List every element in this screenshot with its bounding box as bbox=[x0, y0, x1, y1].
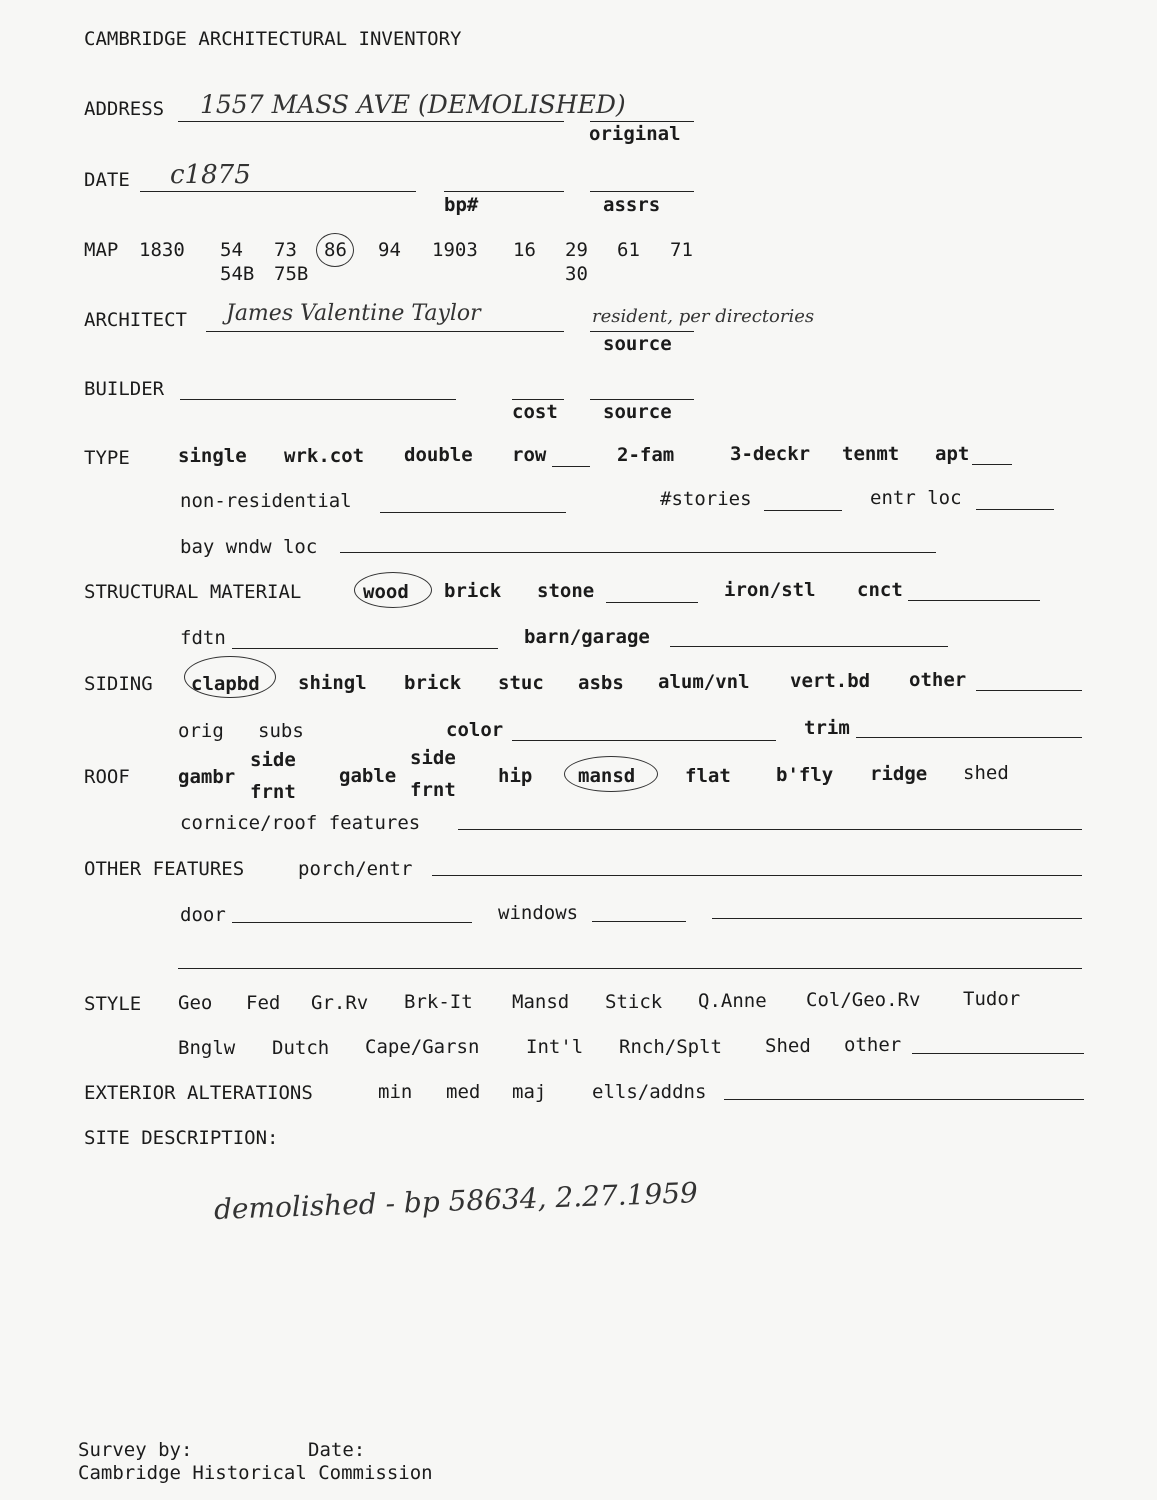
ells-line bbox=[724, 1099, 1084, 1100]
address-original-label: original bbox=[589, 123, 681, 145]
porch-line bbox=[432, 875, 1082, 876]
assrs-line bbox=[590, 191, 694, 192]
structural-ironstl: iron/stl bbox=[724, 579, 816, 601]
style-option: Brk-It bbox=[404, 991, 473, 1013]
entr-loc-label: entr loc bbox=[870, 487, 962, 509]
bp-label: bp# bbox=[444, 194, 479, 216]
other-features-label: OTHER FEATURES bbox=[84, 858, 245, 880]
type-2fam: 2-fam bbox=[617, 444, 675, 466]
type-tenmt: tenmt bbox=[842, 443, 900, 465]
siding-label: SIDING bbox=[84, 673, 153, 695]
architect-value: James Valentine Taylor bbox=[226, 301, 481, 326]
stories-label: #stories bbox=[660, 488, 752, 510]
exterior-label: EXTERIOR ALTERATIONS bbox=[84, 1082, 313, 1104]
barn-garage-label: barn/garage bbox=[524, 626, 650, 648]
non-residential-label: non-residential bbox=[180, 490, 352, 512]
architect-label: ARCHITECT bbox=[84, 309, 187, 331]
structural-stone: stone bbox=[537, 580, 595, 602]
windows-extra-line bbox=[712, 918, 1082, 919]
map-year: 16 bbox=[513, 239, 536, 261]
roof-label: ROOF bbox=[84, 766, 130, 788]
cost-label: cost bbox=[512, 401, 558, 423]
roof-shed: shed bbox=[963, 762, 1009, 784]
structural-brick: brick bbox=[444, 580, 502, 602]
map-year: 54B bbox=[220, 263, 255, 285]
map-year: 54 bbox=[220, 239, 243, 261]
clapbd-circle bbox=[184, 656, 276, 698]
style-other-line bbox=[912, 1053, 1084, 1054]
style-option: Dutch bbox=[272, 1037, 330, 1059]
siding-alum: alum/vnl bbox=[658, 671, 750, 693]
style-option: Geo bbox=[178, 992, 213, 1014]
builder-source-line bbox=[590, 399, 694, 400]
color-line bbox=[512, 740, 776, 741]
structural-cnct: cnct bbox=[857, 579, 903, 601]
commission-name: Cambridge Historical Commission bbox=[78, 1462, 433, 1484]
style-option: other bbox=[844, 1034, 902, 1056]
style-option: Rnch/Splt bbox=[619, 1036, 722, 1058]
stone-line bbox=[606, 602, 698, 603]
map-year: 73 bbox=[274, 239, 297, 261]
siding-orig: orig bbox=[178, 720, 224, 742]
windows-label: windows bbox=[498, 902, 579, 924]
architect-source-value: resident, per directories bbox=[592, 306, 815, 327]
siding-stuc: stuc bbox=[498, 672, 544, 694]
siding-shingl: shingl bbox=[298, 672, 367, 694]
roof-hip: hip bbox=[498, 765, 533, 787]
date-line bbox=[140, 191, 416, 192]
form-title: CAMBRIDGE ARCHITECTURAL INVENTORY bbox=[84, 28, 462, 50]
roof-gambr-side: side bbox=[250, 749, 296, 771]
siding-other: other bbox=[909, 669, 967, 691]
siding-clapbd: clapbd bbox=[191, 673, 260, 695]
style-option: Col/Geo.Rv bbox=[806, 989, 921, 1011]
map-year: 29 bbox=[565, 239, 588, 261]
address-label: ADDRESS bbox=[84, 98, 165, 120]
map-year-circle bbox=[316, 233, 354, 267]
cornice-line bbox=[458, 829, 1082, 830]
exterior-maj: maj bbox=[512, 1081, 547, 1103]
siding-brick: brick bbox=[404, 672, 462, 694]
type-wrkcot: wrk.cot bbox=[284, 445, 365, 467]
bay-wndw-label: bay wndw loc bbox=[180, 536, 318, 558]
architect-source-line bbox=[590, 331, 694, 332]
exterior-min: min bbox=[378, 1081, 413, 1103]
siding-color: color bbox=[446, 719, 504, 741]
style-option: Cape/Garsn bbox=[365, 1036, 480, 1058]
apt-line bbox=[972, 464, 1012, 465]
trim-line bbox=[856, 737, 1082, 738]
map-year: 94 bbox=[378, 239, 401, 261]
map-year: 61 bbox=[617, 239, 640, 261]
exterior-med: med bbox=[446, 1081, 481, 1103]
map-year: 1830 bbox=[139, 239, 185, 261]
mansd-circle bbox=[564, 756, 658, 792]
row-line bbox=[552, 466, 590, 467]
map-label: MAP bbox=[84, 239, 119, 261]
stories-line bbox=[764, 510, 842, 511]
roof-ridge: ridge bbox=[870, 763, 928, 785]
style-option: Tudor bbox=[963, 988, 1021, 1010]
map-year-selected: 86 bbox=[324, 239, 347, 261]
non-residential-line bbox=[380, 512, 566, 513]
roof-gable-frnt: frnt bbox=[410, 779, 456, 801]
siding-other-line bbox=[976, 690, 1082, 691]
style-option: Shed bbox=[765, 1035, 811, 1057]
structural-label: STRUCTURAL MATERIAL bbox=[84, 581, 302, 603]
roof-mansd: mansd bbox=[578, 765, 636, 787]
type-single: single bbox=[178, 445, 247, 467]
style-option: Mansd bbox=[512, 991, 570, 1013]
address-line bbox=[178, 121, 564, 122]
style-option: Int'l bbox=[526, 1036, 584, 1058]
type-label: TYPE bbox=[84, 447, 130, 469]
date-label: DATE bbox=[84, 169, 130, 191]
builder-label: BUILDER bbox=[84, 378, 165, 400]
entr-loc-line bbox=[976, 509, 1054, 510]
fdtn-line bbox=[232, 648, 498, 649]
type-apt: apt bbox=[935, 443, 970, 465]
map-year: 30 bbox=[565, 263, 588, 285]
bp-line bbox=[444, 191, 564, 192]
features-extra-line bbox=[178, 968, 1082, 969]
door-line bbox=[232, 922, 472, 923]
assrs-label: assrs bbox=[603, 194, 661, 216]
address-value: 1557 MASS AVE (DEMOLISHED) bbox=[200, 90, 626, 119]
builder-source-label: source bbox=[603, 401, 672, 423]
survey-by-label: Survey by: bbox=[78, 1439, 193, 1461]
architect-line bbox=[206, 331, 564, 332]
type-row: row bbox=[512, 444, 547, 466]
site-label: SITE DESCRIPTION: bbox=[84, 1127, 279, 1149]
roof-gambr-frnt: frnt bbox=[250, 781, 296, 803]
fdtn-label: fdtn bbox=[180, 627, 226, 649]
siding-subs: subs bbox=[258, 720, 304, 742]
cornice-label: cornice/roof features bbox=[180, 812, 421, 834]
style-option: Fed bbox=[246, 992, 281, 1014]
cnct-line bbox=[908, 600, 1040, 601]
roof-gable: gable bbox=[339, 765, 397, 787]
style-option: Bnglw bbox=[178, 1037, 236, 1059]
roof-gable-side: side bbox=[410, 747, 456, 769]
siding-vertbd: vert.bd bbox=[790, 670, 871, 692]
site-note: demolished - bp 58634, 2.27.1959 bbox=[213, 1176, 699, 1226]
bay-wndw-line bbox=[340, 552, 936, 553]
siding-trim: trim bbox=[804, 717, 850, 739]
roof-flat: flat bbox=[685, 765, 731, 787]
address-original-line bbox=[590, 121, 694, 122]
porch-label: porch/entr bbox=[298, 858, 413, 880]
siding-asbs: asbs bbox=[578, 672, 624, 694]
date-value: c1875 bbox=[170, 160, 251, 190]
structural-wood: wood bbox=[363, 581, 409, 603]
map-year: 75B bbox=[274, 263, 309, 285]
windows-line bbox=[592, 921, 686, 922]
type-double: double bbox=[404, 444, 473, 466]
roof-bfly: b'fly bbox=[776, 764, 834, 786]
roof-gambr: gambr bbox=[178, 766, 236, 788]
barn-garage-line bbox=[670, 646, 948, 647]
survey-date-label: Date: bbox=[308, 1439, 366, 1461]
type-3deckr: 3-deckr bbox=[730, 443, 811, 465]
style-option: Stick bbox=[605, 991, 663, 1013]
map-year: 1903 bbox=[432, 239, 478, 261]
builder-line bbox=[180, 399, 456, 400]
map-year: 71 bbox=[670, 239, 693, 261]
architect-source-label: source bbox=[603, 333, 672, 355]
wood-circle bbox=[354, 572, 432, 608]
ells-label: ells/addns bbox=[592, 1081, 707, 1103]
cost-line bbox=[512, 399, 564, 400]
style-label: STYLE bbox=[84, 993, 142, 1015]
style-option: Gr.Rv bbox=[311, 992, 369, 1014]
door-label: door bbox=[180, 904, 226, 926]
style-option: Q.Anne bbox=[698, 990, 767, 1012]
